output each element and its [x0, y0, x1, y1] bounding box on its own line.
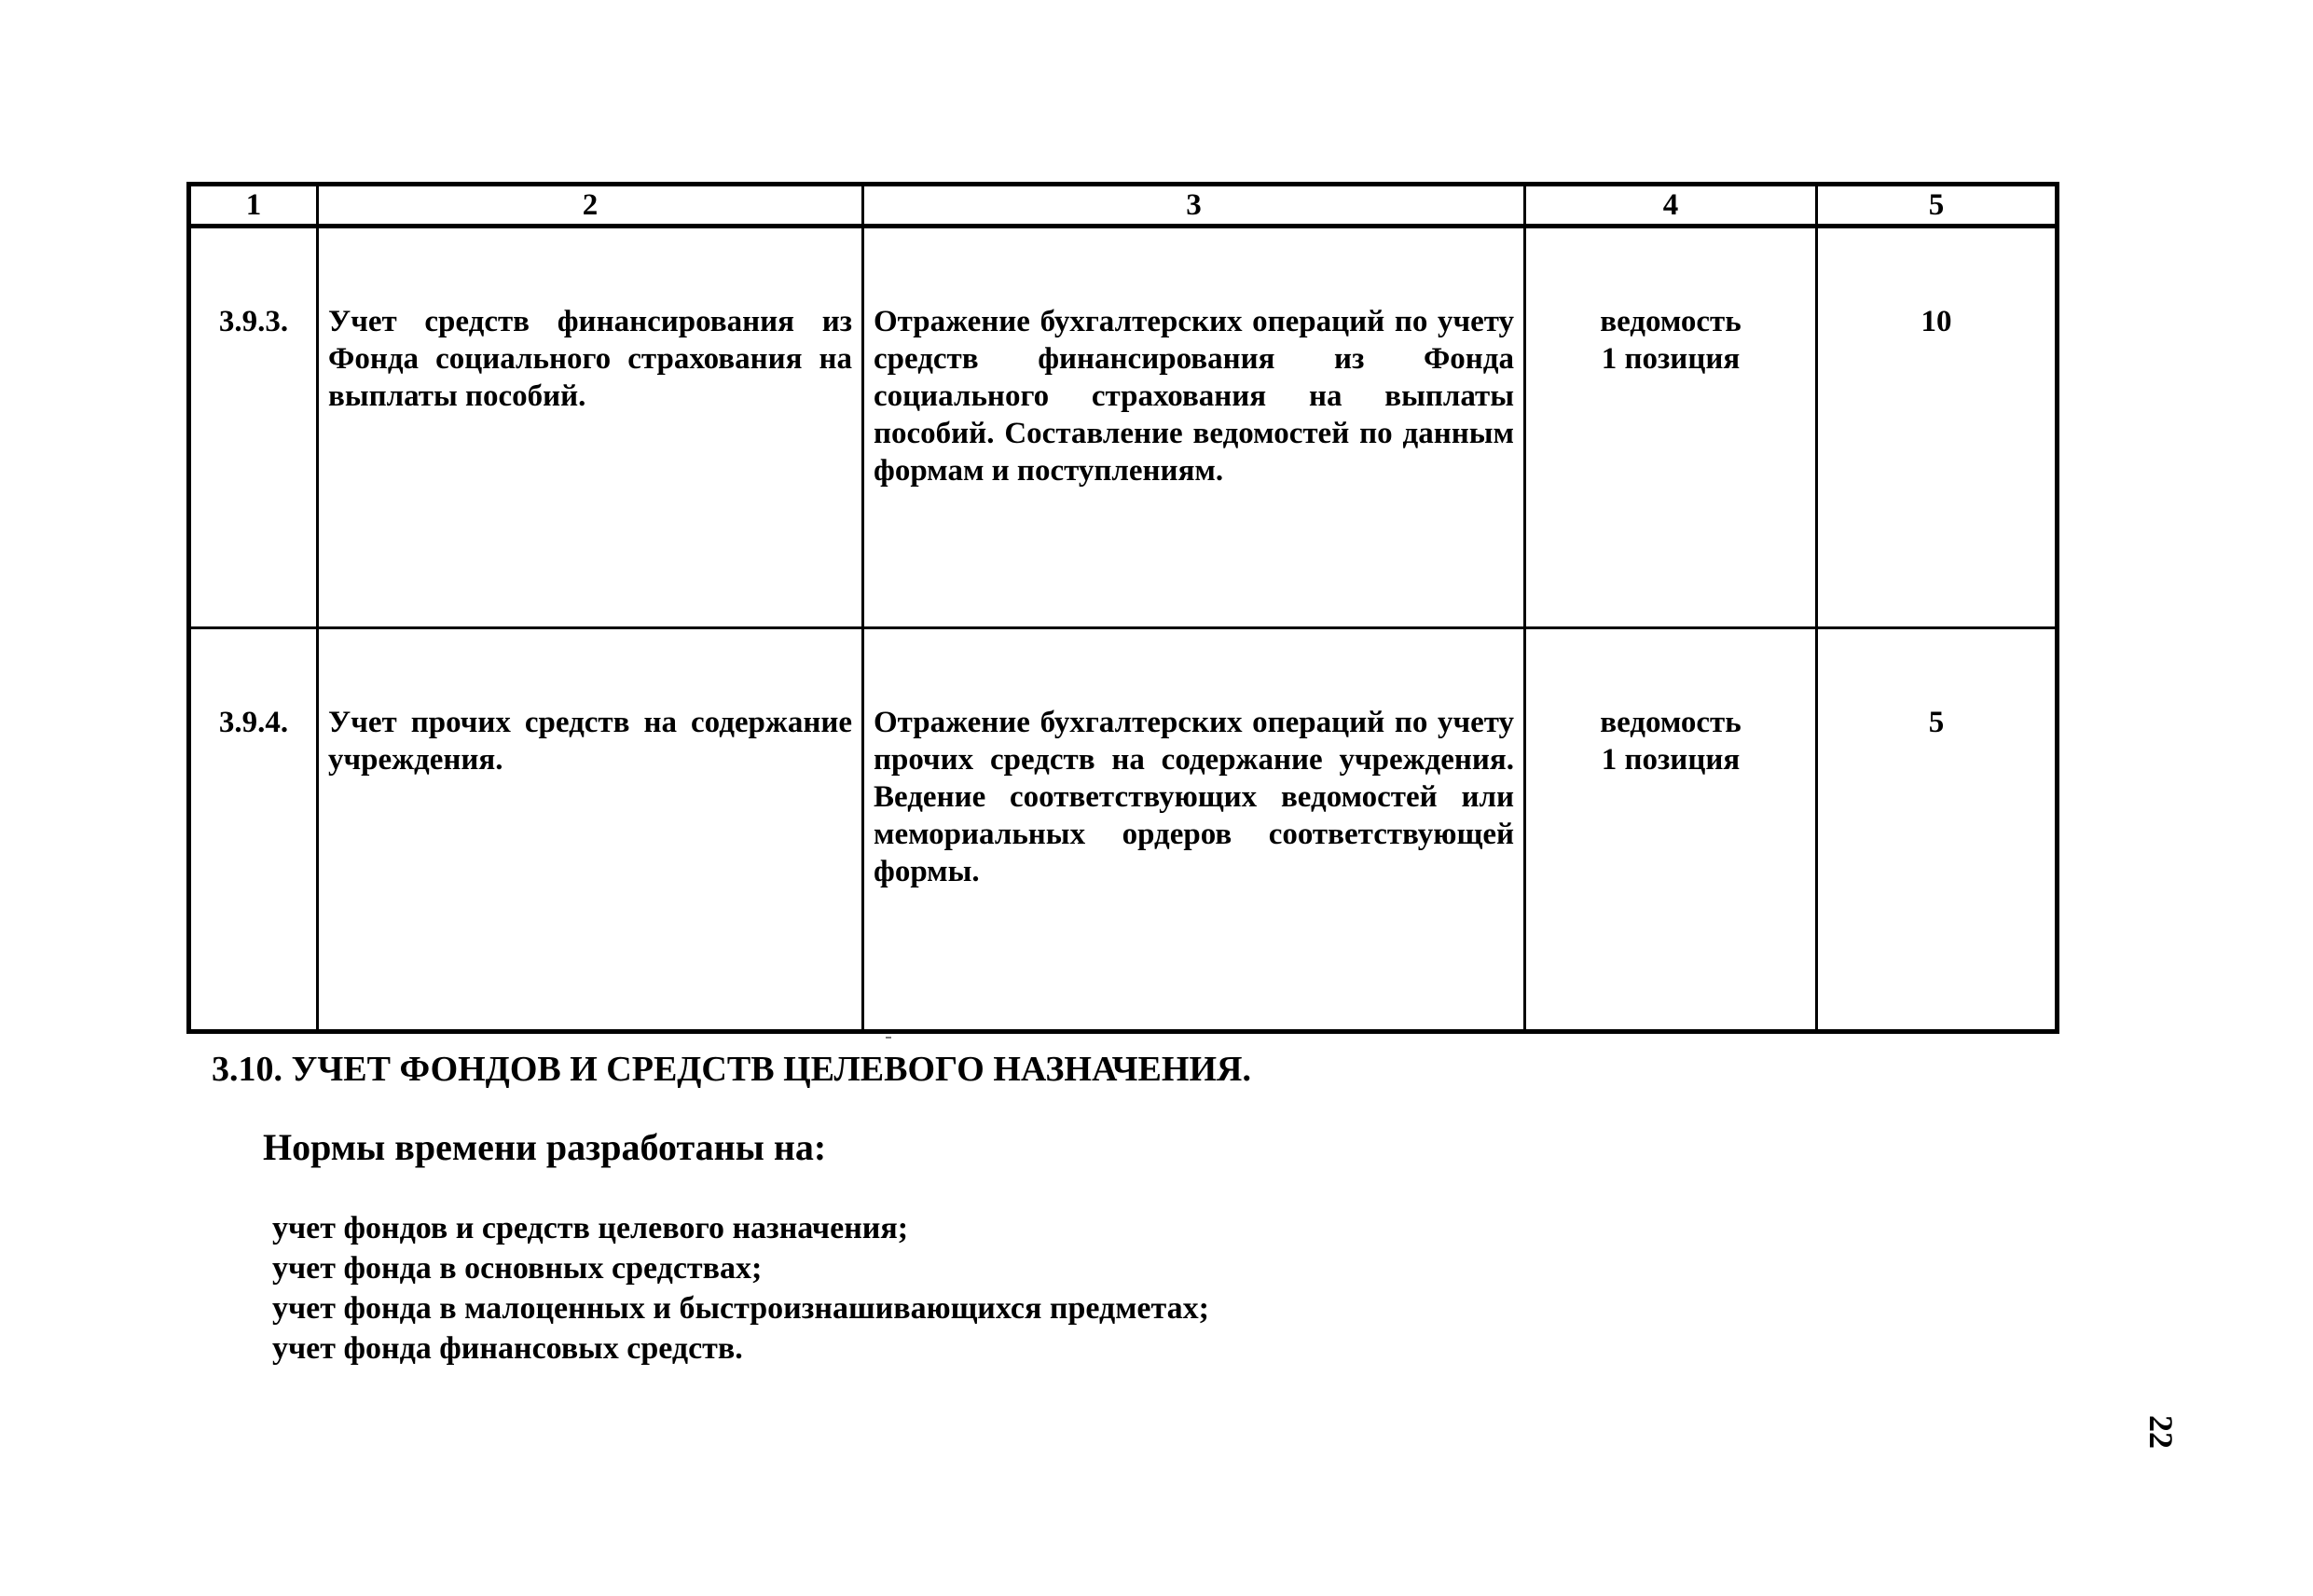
table-row — [189, 628, 2058, 1032]
norms-table — [186, 182, 2059, 1034]
list-item: учет фонда финансовых средств. — [272, 1331, 743, 1366]
section-title: 3.10. УЧЕТ ФОНДОВ И СРЕДСТВ ЦЕЛЕВОГО НАЗНАЧЕНИЯ. — [212, 1050, 1251, 1089]
section-subheading: Нормы времени разработаны на: — [263, 1126, 827, 1168]
time-norm: 5 — [1817, 628, 2058, 1032]
column-header-4: 4 — [1525, 185, 1817, 227]
list-item: учет фонда в основных средствах; — [272, 1251, 763, 1286]
list-item: учет фонда в малоценных и быстроизнашивающихся предметах; — [272, 1291, 1209, 1326]
table-row — [189, 227, 2058, 628]
work-content: Отражение бухгалтерских операций по учету прочих средств на содержание учреждения. Ведение соответствующих ведомостей или мемориальных ордеров соответствующей формы. — [863, 628, 1525, 1032]
row-number: 3.9.3. — [189, 227, 318, 628]
table-header-row — [189, 185, 2058, 227]
column-header-5: 5 — [1817, 185, 2058, 227]
column-header-2: 2 — [318, 185, 863, 227]
list-item: учет фондов и средств целевого назначения; — [272, 1211, 909, 1245]
scan-artifact — [886, 1037, 891, 1039]
work-name: Учет средств финансирования из Фонда социального страхования на выплаты пособий. — [318, 227, 863, 628]
work-name: Учет прочих средств на содержание учреждения. — [318, 628, 863, 1032]
page-number: 22 — [2142, 1415, 2180, 1449]
unit-line-1: ведомость — [1600, 706, 1742, 739]
norms-list — [272, 1208, 1209, 1369]
measurement-unit — [1525, 628, 1817, 1032]
time-norm: 10 — [1817, 227, 2058, 628]
unit-line-2: 1 позиция — [1601, 743, 1741, 777]
unit-line-1: ведомость — [1600, 305, 1742, 338]
unit-line-2: 1 позиция — [1601, 342, 1741, 376]
row-number: 3.9.4. — [189, 628, 318, 1032]
measurement-unit — [1525, 227, 1817, 628]
work-content: Отражение бухгалтерских операций по учету средств финансирования из Фонда социального страхования на выплаты пособий. Составление ведомостей по данным формам и поступлениям. — [863, 227, 1525, 628]
column-header-3: 3 — [863, 185, 1525, 227]
column-header-1: 1 — [189, 185, 318, 227]
